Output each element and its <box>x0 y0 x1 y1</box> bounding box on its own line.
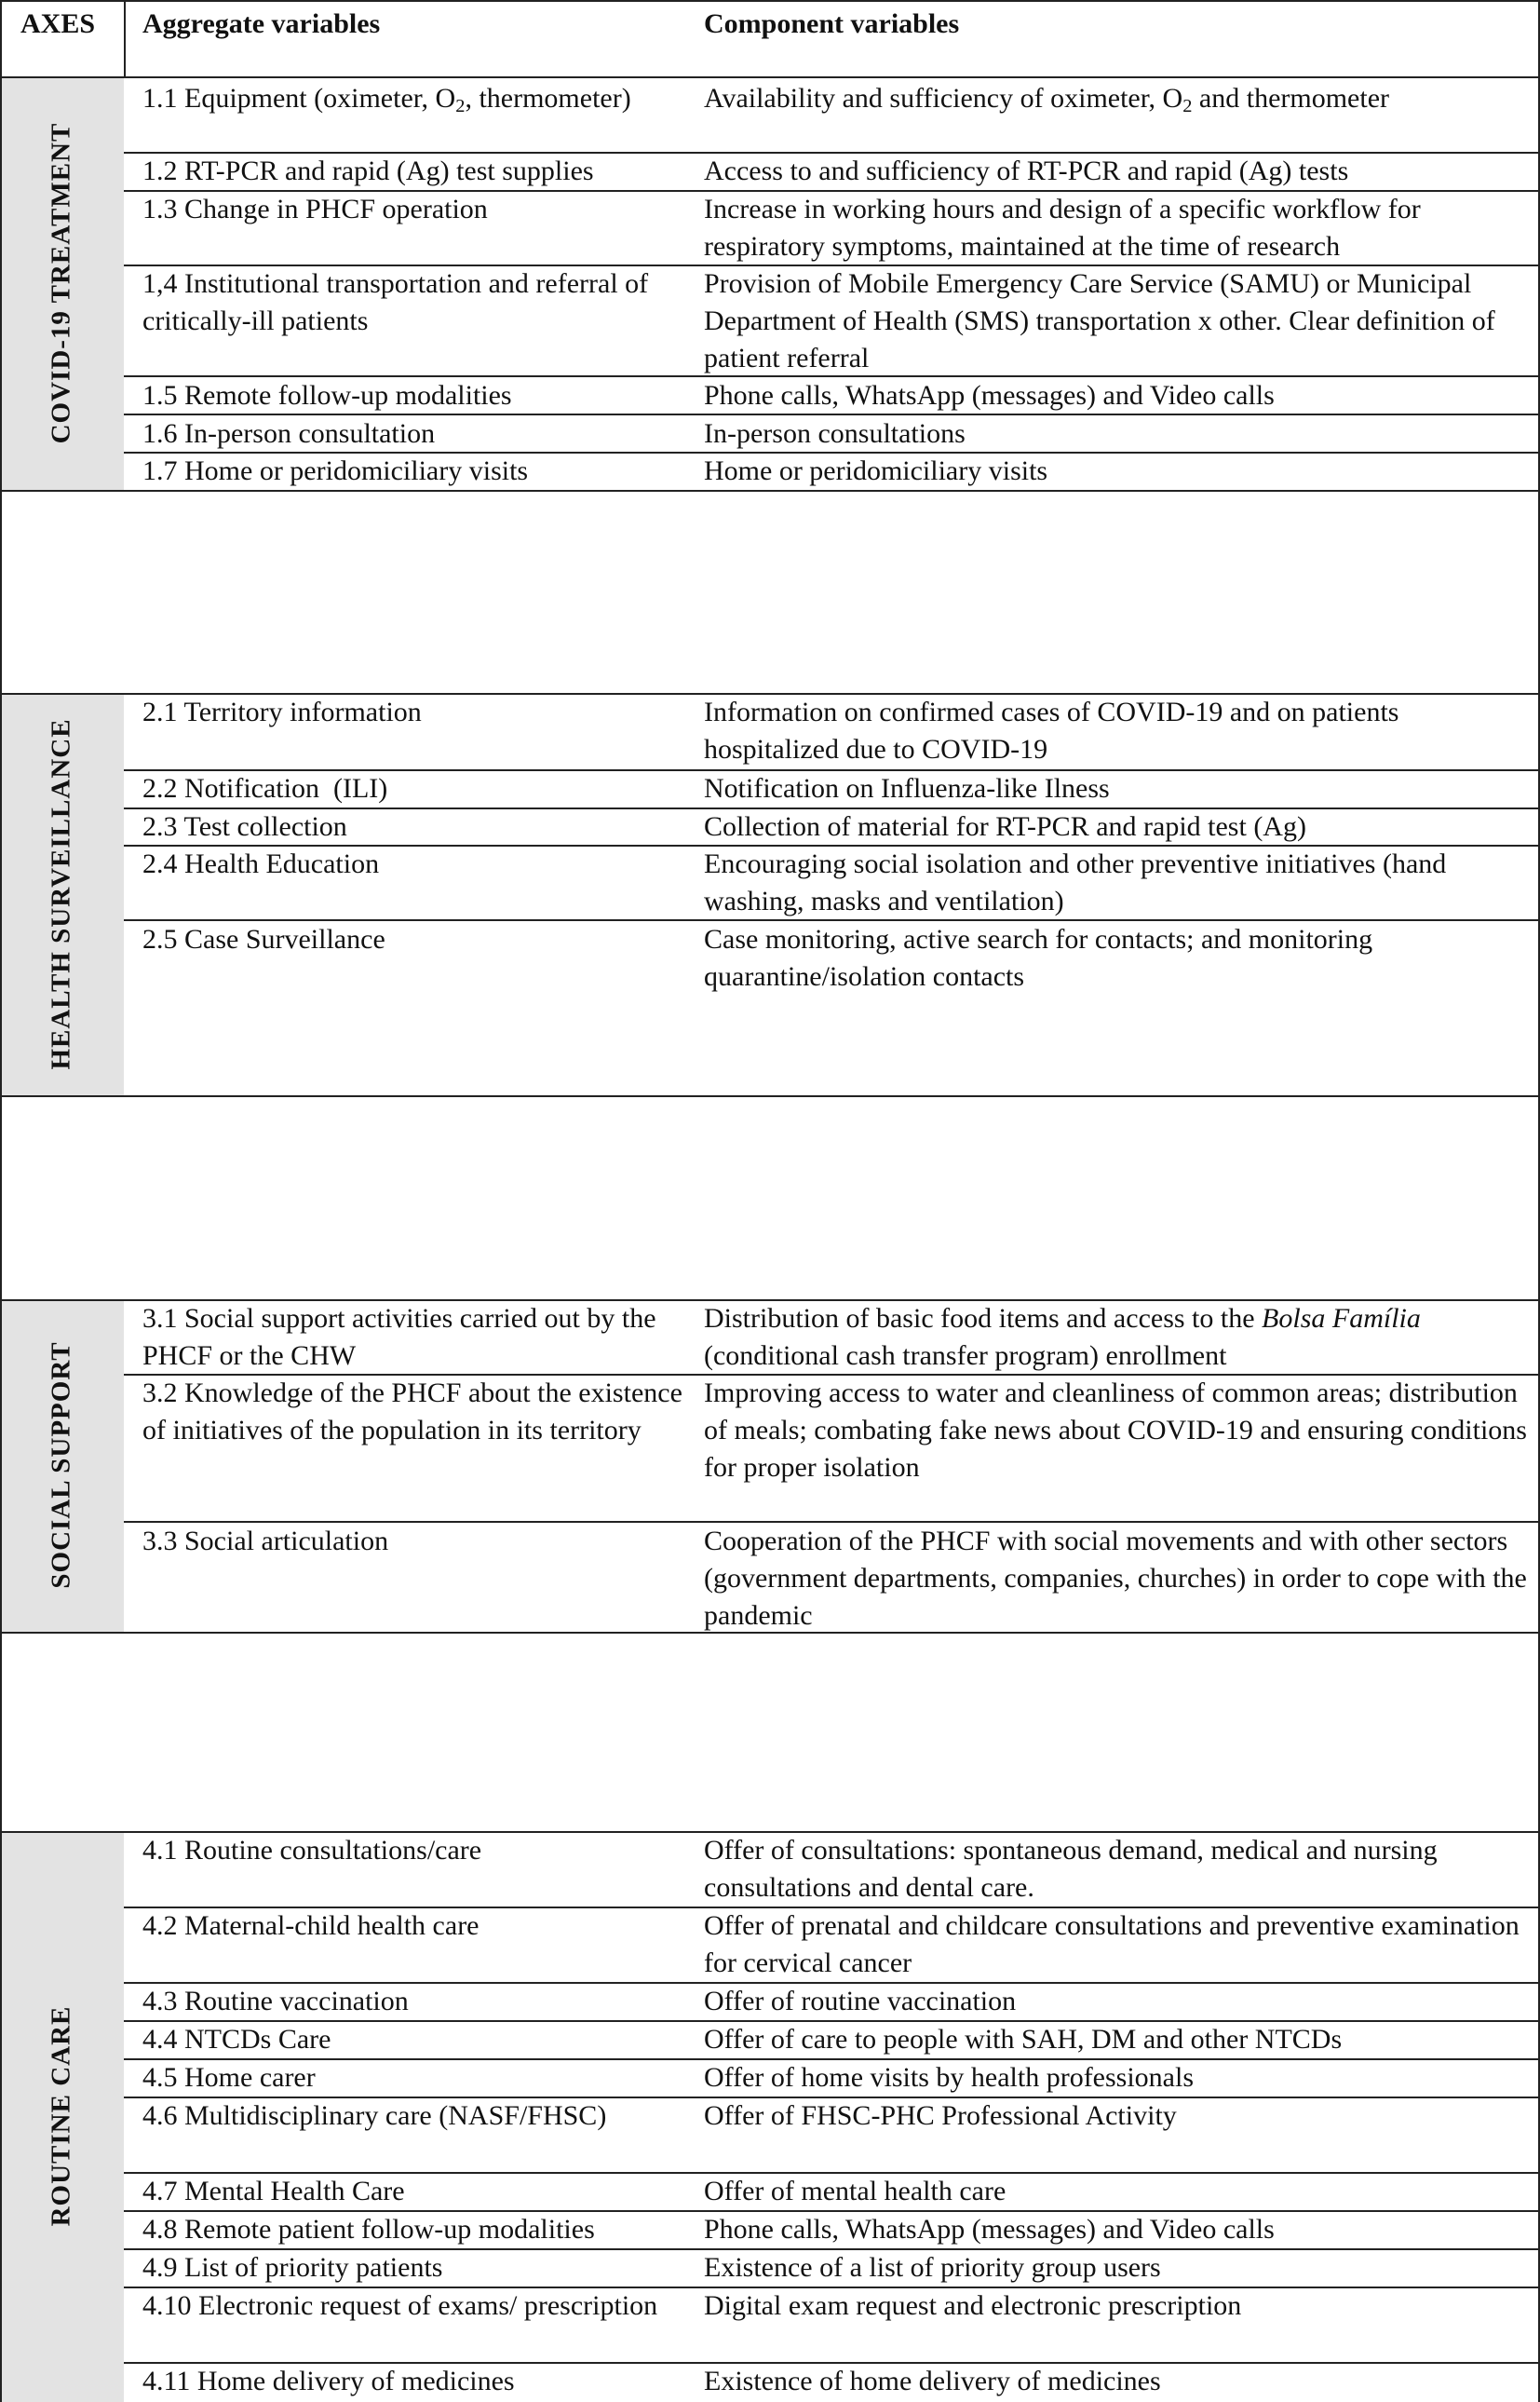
aggregate-cell: 4.2 Maternal-child health care <box>142 1910 480 1941</box>
aggregate-cell: 4.10 Electronic request of exams/ prescription <box>142 2290 658 2321</box>
component-cell: Encouraging social isolation and other preventive initiatives (hand washing, masks and ventilation) <box>704 848 1447 916</box>
aggregate-cell: 4.3 Routine vaccination <box>142 1986 409 2016</box>
component-cell: Improving access to water and cleanliness of common areas; distribution of meals; combating fake news about COVID-19 and ensuring conditions for proper isolation <box>704 1377 1527 1483</box>
aggregate-cell: 2.4 Health Education <box>142 848 380 879</box>
aggregate-cell: 4.7 Mental Health Care <box>142 2176 405 2206</box>
component-cell: Existence of a list of priority group users <box>704 2252 1161 2283</box>
aggregate-cell: 4.1 Routine consultations/care <box>142 1835 482 1866</box>
axis-label-social-support: SOCIAL SUPPORT <box>46 1341 76 1589</box>
aggregate-cell: 2.5 Case Surveillance <box>142 924 385 955</box>
aggregate-cell: 3.2 Knowledge of the PHCF about the existence of initiatives of the population in its territory <box>142 1377 682 1445</box>
axis-label-health-surveillance: HEALTH SURVEILLANCE <box>46 718 76 1070</box>
top-border <box>0 0 1540 2</box>
aggregate-cell: 1.1 Equipment (oximeter, $O_2$, thermometer) <box>142 83 631 117</box>
component-cell: Phone calls, WhatsApp (messages) and Video calls <box>704 380 1275 411</box>
aggregate-cell: 1.7 Home or peridomiciliary visits <box>142 455 529 486</box>
left-border <box>0 0 2 2402</box>
component-cell: Distribution of basic food items and access to the Bolsa Família (conditional cash transfer program) enrollment <box>704 1303 1421 1371</box>
component-cell: Access to and sufficiency of RT-PCR and rapid (Ag) tests <box>704 156 1349 186</box>
aggregate-cell: 3.1 Social support activities carried out by the PHCF or the CHW <box>142 1303 656 1371</box>
aggregate-cell: 1.5 Remote follow-up modalities <box>142 380 512 411</box>
aggregate-cell: 4.4 NTCDs Care <box>142 2024 331 2055</box>
component-cell: In-person consultations <box>704 418 966 449</box>
aggregate-cell: 2.2 Notification (ILI) <box>142 773 388 804</box>
component-cell: Offer of consultations: spontaneous demand, medical and nursing consultations and dental care. <box>704 1835 1438 1903</box>
program-name: Bolsa Família <box>1262 1303 1421 1334</box>
component-cell: Offer of care to people with SAH, DM and other NTCDs <box>704 2024 1343 2055</box>
aggregate-cell: 1.2 RT-PCR and rapid (Ag) test supplies <box>142 156 594 186</box>
component-cell: Offer of prenatal and childcare consultations and preventive examination for cervical cancer <box>704 1910 1520 1978</box>
component-cell: Digital exam request and electronic prescription <box>704 2290 1242 2321</box>
aggregate-cell: 1,4 Institutional transportation and referral of critically-ill patients <box>142 268 649 336</box>
aggregate-cell: 3.3 Social articulation <box>142 1526 389 1556</box>
component-cell: Offer of routine vaccination <box>704 1986 1017 2016</box>
component-cell: Existence of home delivery of medicines <box>704 2366 1161 2396</box>
component-cell: Cooperation of the PHCF with social movements and with other sectors (government departments, companies, churches) in order to cope with the pandemic <box>704 1526 1527 1631</box>
aggregate-cell: 1.3 Change in PHCF operation <box>142 194 488 224</box>
component-cell: Home or peridomiciliary visits <box>704 455 1048 486</box>
section-2-end-line <box>0 1095 1540 1097</box>
header-aggregate-variables: Aggregate variables <box>142 8 381 39</box>
aggregate-cell: 4.6 Multidisciplinary care (NASF/FHSC) <box>142 2100 607 2131</box>
aggregate-cell: 4.5 Home carer <box>142 2062 316 2093</box>
component-cell: Notification on Influenza-like Ilness <box>704 773 1110 804</box>
section-1-end-line <box>0 490 1540 492</box>
component-cell: Collection of material for RT-PCR and rapid test (Ag) <box>704 811 1306 842</box>
header-axes: AXES <box>20 8 96 39</box>
header-component-variables: Component variables <box>704 8 960 39</box>
component-cell: Increase in working hours and design of a specific workflow for respiratory symptoms, maintained at the time of research <box>704 194 1421 262</box>
axis-label-covid-treatment: COVID-19 TREATMENT <box>46 122 76 444</box>
component-cell: Case monitoring, active search for contacts; and monitoring quarantine/isolation contacts <box>704 924 1373 992</box>
aggregate-cell: 1.6 In-person consultation <box>142 418 436 449</box>
aggregate-cell: 4.11 Home delivery of medicines <box>142 2366 515 2396</box>
aggregate-cell: 2.3 Test collection <box>142 811 347 842</box>
component-cell: Offer of home visits by health professionals <box>704 2062 1195 2093</box>
component-cell: Offer of mental health care <box>704 2176 1006 2206</box>
header-bottom-line <box>0 76 1540 78</box>
component-cell: Availability and sufficiency of oximeter, $O_2$ and thermometer <box>704 83 1390 117</box>
aggregate-cell: 4.9 List of priority patients <box>142 2252 443 2283</box>
component-cell: Phone calls, WhatsApp (messages) and Video calls <box>704 2214 1275 2245</box>
aggregate-cell: 4.8 Remote patient follow-up modalities <box>142 2214 595 2245</box>
component-cell: Information on confirmed cases of COVID-19 and on patients hospitalized due to COVID-19 <box>704 697 1399 765</box>
component-cell: Offer of FHSC-PHC Professional Activity <box>704 2100 1177 2131</box>
axis-label-routine-care: ROUTINE CARE <box>46 2005 76 2227</box>
header-axes-divider <box>124 0 126 76</box>
aggregate-cell: 2.1 Territory information <box>142 697 422 727</box>
component-cell: Provision of Mobile Emergency Care Service (SAMU) or Municipal Department of Health (SMS) transportation x other. Clear definition of patient referral <box>704 268 1495 373</box>
